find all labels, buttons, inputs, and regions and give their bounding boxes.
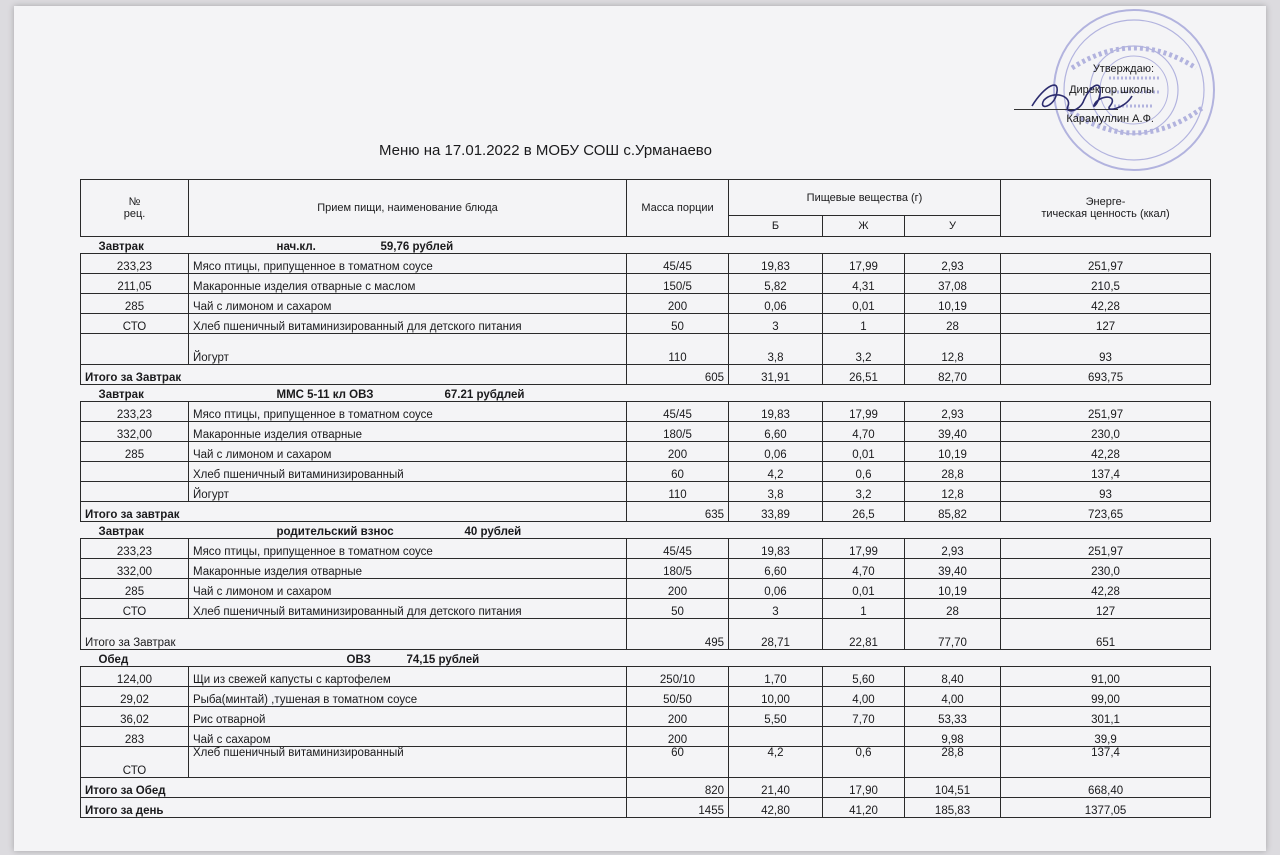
- cell-u: 28,8: [905, 747, 1001, 778]
- col-mass: Масса порции: [627, 180, 729, 237]
- cell-b: 19,83: [729, 402, 823, 422]
- cell-b: 6,60: [729, 559, 823, 579]
- section-meal: Завтрак: [98, 241, 144, 253]
- table-row: [81, 274, 1211, 294]
- cell-u: 39,40: [905, 559, 1001, 579]
- cell-kcal: 230,0: [1001, 422, 1211, 442]
- cell-mass: 50: [627, 314, 729, 334]
- cell-kcal: 42,28: [1001, 579, 1211, 599]
- cell-b: 0,06: [729, 294, 823, 314]
- cell-zh: 3,2: [823, 482, 905, 502]
- col-energy-label2: тическая ценность (ккал): [1041, 208, 1170, 220]
- cell-kcal: 127: [1001, 314, 1211, 334]
- cell-mass: 180/5: [627, 559, 729, 579]
- cell-u: 12,8: [905, 482, 1001, 502]
- menu-document: [14, 6, 1266, 851]
- cell-rec: 233,23: [81, 254, 189, 274]
- cell-kcal: 230,0: [1001, 559, 1211, 579]
- cell-b: [729, 727, 823, 747]
- total-zh: 26,5: [823, 502, 905, 522]
- col-num-label: №: [128, 196, 141, 208]
- table-row: [81, 442, 1211, 462]
- table-row: [81, 687, 1211, 707]
- cell-mass: 180/5: [627, 422, 729, 442]
- total-kcal: 723,65: [1001, 502, 1211, 522]
- cell-name: Мясо птицы, припущенное в томатном соусе: [189, 254, 627, 274]
- section-group: нач.кл.: [276, 241, 316, 253]
- cell-zh: 4,70: [823, 559, 905, 579]
- cell-mass: 200: [627, 707, 729, 727]
- cell-zh: 4,31: [823, 274, 905, 294]
- total-b: 28,71: [729, 619, 823, 650]
- total-kcal: 668,40: [1001, 778, 1211, 798]
- cell-zh: 3,2: [823, 334, 905, 365]
- total-kcal: 651: [1001, 619, 1211, 650]
- total-mass: 820: [627, 778, 729, 798]
- table-row: [81, 294, 1211, 314]
- cell-rec: 285: [81, 294, 189, 314]
- cell-kcal: 99,00: [1001, 687, 1211, 707]
- cell-b: 4,2: [729, 462, 823, 482]
- day-total-label: Итого за день: [81, 798, 627, 818]
- cell-u: 10,19: [905, 294, 1001, 314]
- cell-zh: 7,70: [823, 707, 905, 727]
- cell-rec: СТО: [81, 747, 189, 778]
- cell-kcal: 93: [1001, 482, 1211, 502]
- total-row: [81, 619, 1211, 650]
- cell-kcal: 251,97: [1001, 402, 1211, 422]
- section-header: [81, 522, 1211, 539]
- cell-u: 8,40: [905, 667, 1001, 687]
- table-row: [81, 482, 1211, 502]
- cell-mass: 110: [627, 482, 729, 502]
- cell-rec: 36,02: [81, 707, 189, 727]
- day-total-u: 185,83: [905, 798, 1001, 818]
- cell-rec: 233,23: [81, 402, 189, 422]
- cell-u: 39,40: [905, 422, 1001, 442]
- cell-b: 5,50: [729, 707, 823, 727]
- total-u: 77,70: [905, 619, 1001, 650]
- cell-b: 3,8: [729, 482, 823, 502]
- cell-name: Чай с лимоном и сахаром: [189, 579, 627, 599]
- cell-mass: 45/45: [627, 402, 729, 422]
- cell-zh: 0,01: [823, 579, 905, 599]
- total-u: 85,82: [905, 502, 1001, 522]
- cell-rec: 332,00: [81, 559, 189, 579]
- section-group: родительский взнос: [276, 526, 394, 538]
- cell-kcal: 39,9: [1001, 727, 1211, 747]
- cell-mass: 60: [627, 747, 729, 778]
- cell-b: 5,82: [729, 274, 823, 294]
- total-zh: 22,81: [823, 619, 905, 650]
- cell-b: 1,70: [729, 667, 823, 687]
- table-row: [81, 559, 1211, 579]
- table-row: [81, 402, 1211, 422]
- menu-table: [80, 179, 1211, 818]
- cell-u: 4,00: [905, 687, 1001, 707]
- total-row: [81, 365, 1211, 385]
- cell-rec: 233,23: [81, 539, 189, 559]
- cell-b: 0,06: [729, 442, 823, 462]
- table-row: [81, 599, 1211, 619]
- cell-zh: 1: [823, 314, 905, 334]
- total-mass: 495: [627, 619, 729, 650]
- col-energy-label1: Энерге-: [1085, 196, 1126, 208]
- cell-b: 19,83: [729, 254, 823, 274]
- cell-rec: 211,05: [81, 274, 189, 294]
- cell-u: 10,19: [905, 579, 1001, 599]
- cell-u: 10,19: [905, 442, 1001, 462]
- cell-kcal: 93: [1001, 334, 1211, 365]
- section-group: ОВЗ: [346, 654, 371, 666]
- cell-kcal: 301,1: [1001, 707, 1211, 727]
- day-total-zh: 41,20: [823, 798, 905, 818]
- table-row: [81, 422, 1211, 442]
- cell-name: Чай с сахаром: [189, 727, 627, 747]
- director-signature: [1014, 66, 1154, 126]
- cell-name: Хлеб пшеничный витаминизированный: [189, 747, 627, 778]
- total-label: Итого за завтрак: [81, 502, 627, 522]
- total-label: Итого за Завтрак: [81, 365, 627, 385]
- cell-kcal: 210,5: [1001, 274, 1211, 294]
- cell-kcal: 251,97: [1001, 539, 1211, 559]
- cell-zh: 0,6: [823, 747, 905, 778]
- cell-name: Чай с лимоном и сахаром: [189, 294, 627, 314]
- section-price: 59,76 рублей: [380, 241, 454, 253]
- cell-mass: 110: [627, 334, 729, 365]
- cell-name: Хлеб пшеничный витаминизированный: [189, 462, 627, 482]
- total-u: 104,51: [905, 778, 1001, 798]
- total-b: 21,40: [729, 778, 823, 798]
- total-b: 33,89: [729, 502, 823, 522]
- col-fat: Ж: [823, 216, 905, 237]
- table-row: [81, 747, 1211, 778]
- cell-b: 4,2: [729, 747, 823, 778]
- total-row: [81, 778, 1211, 798]
- col-nutrients: Пищевые вещества (г): [729, 180, 1001, 216]
- col-energy: [1001, 180, 1211, 237]
- cell-mass: 45/45: [627, 254, 729, 274]
- cell-name: Йогурт: [189, 334, 627, 365]
- cell-kcal: 42,28: [1001, 294, 1211, 314]
- table-row: [81, 462, 1211, 482]
- cell-mass: 200: [627, 579, 729, 599]
- cell-zh: 5,60: [823, 667, 905, 687]
- cell-kcal: 137,4: [1001, 462, 1211, 482]
- cell-zh: 0,6: [823, 462, 905, 482]
- cell-zh: 17,99: [823, 539, 905, 559]
- cell-rec: 124,00: [81, 667, 189, 687]
- cell-mass: 200: [627, 294, 729, 314]
- approval-name: Карамуллин А.Ф.: [1066, 113, 1154, 125]
- cell-name: Макаронные изделия отварные: [189, 559, 627, 579]
- cell-mass: 150/5: [627, 274, 729, 294]
- cell-mass: 200: [627, 727, 729, 747]
- cell-b: 10,00: [729, 687, 823, 707]
- cell-name: Хлеб пшеничный витаминизированный для детского питания: [189, 599, 627, 619]
- table-row: [81, 314, 1211, 334]
- table-row: [81, 667, 1211, 687]
- total-kcal: 693,75: [1001, 365, 1211, 385]
- cell-zh: [823, 727, 905, 747]
- cell-name: Хлеб пшеничный витаминизированный для детского питания: [189, 314, 627, 334]
- cell-rec: [81, 462, 189, 482]
- section-price: 74,15 рублей: [406, 654, 480, 666]
- cell-zh: 0,01: [823, 442, 905, 462]
- day-total-mass: 1455: [627, 798, 729, 818]
- cell-b: 0,06: [729, 579, 823, 599]
- cell-u: 28: [905, 599, 1001, 619]
- total-row: [81, 502, 1211, 522]
- cell-u: 2,93: [905, 254, 1001, 274]
- section-group: ММС 5-11 кл ОВЗ: [276, 389, 374, 401]
- total-label: Итого за Обед: [81, 778, 627, 798]
- cell-rec: 285: [81, 579, 189, 599]
- table-row: [81, 707, 1211, 727]
- cell-rec: 29,02: [81, 687, 189, 707]
- table-row: [81, 254, 1211, 274]
- cell-mass: 200: [627, 442, 729, 462]
- day-total-kcal: 1377,05: [1001, 798, 1211, 818]
- cell-u: 12,8: [905, 334, 1001, 365]
- cell-mass: 50: [627, 599, 729, 619]
- total-mass: 605: [627, 365, 729, 385]
- section-meal: Завтрак: [98, 389, 144, 401]
- section-header: [81, 237, 1211, 254]
- day-total-b: 42,80: [729, 798, 823, 818]
- cell-mass: 60: [627, 462, 729, 482]
- total-mass: 635: [627, 502, 729, 522]
- cell-zh: 17,99: [823, 402, 905, 422]
- cell-u: 2,93: [905, 539, 1001, 559]
- cell-name: Мясо птицы, припущенное в томатном соусе: [189, 402, 627, 422]
- section-header: [81, 385, 1211, 402]
- cell-kcal: 91,00: [1001, 667, 1211, 687]
- col-protein: Б: [729, 216, 823, 237]
- cell-kcal: 127: [1001, 599, 1211, 619]
- cell-rec: 283: [81, 727, 189, 747]
- table-row: [81, 334, 1211, 365]
- cell-u: 28,8: [905, 462, 1001, 482]
- cell-mass: 45/45: [627, 539, 729, 559]
- cell-mass: 50/50: [627, 687, 729, 707]
- cell-name: Щи из свежей капусты с картофелем: [189, 667, 627, 687]
- cell-zh: 0,01: [823, 294, 905, 314]
- cell-rec: СТО: [81, 599, 189, 619]
- cell-rec: 332,00: [81, 422, 189, 442]
- total-zh: 26,51: [823, 365, 905, 385]
- approval-line: Утверждаю:: [1092, 63, 1154, 75]
- section-price: 40 рублей: [464, 526, 522, 538]
- section-meal: Завтрак: [98, 526, 144, 538]
- day-total-row: [81, 798, 1211, 818]
- cell-name: Йогурт: [189, 482, 627, 502]
- total-b: 31,91: [729, 365, 823, 385]
- cell-b: 3,8: [729, 334, 823, 365]
- col-recipe-number: [81, 180, 189, 237]
- cell-b: 3: [729, 599, 823, 619]
- col-carbs: У: [905, 216, 1001, 237]
- total-zh: 17,90: [823, 778, 905, 798]
- cell-mass: 250/10: [627, 667, 729, 687]
- cell-zh: 1: [823, 599, 905, 619]
- col-num-label2: рец.: [123, 208, 146, 220]
- cell-u: 37,08: [905, 274, 1001, 294]
- cell-b: 6,60: [729, 422, 823, 442]
- page-title: Меню на 17.01.2022 в МОБУ СОШ с.Урманаево: [379, 142, 712, 159]
- cell-name: Мясо птицы, припущенное в томатном соусе: [189, 539, 627, 559]
- section-price: 67.21 рубдлей: [444, 389, 525, 401]
- cell-b: 19,83: [729, 539, 823, 559]
- col-dish: Прием пищи, наименование блюда: [189, 180, 627, 237]
- cell-kcal: 251,97: [1001, 254, 1211, 274]
- cell-u: 2,93: [905, 402, 1001, 422]
- cell-rec: 285: [81, 442, 189, 462]
- cell-name: Чай с лимоном и сахаром: [189, 442, 627, 462]
- section-header: [81, 650, 1211, 667]
- section-meal: Обед: [98, 654, 129, 666]
- cell-kcal: 42,28: [1001, 442, 1211, 462]
- table-row: [81, 539, 1211, 559]
- total-label: Итого за Завтрак: [81, 619, 627, 650]
- table-row: [81, 579, 1211, 599]
- cell-kcal: 137,4: [1001, 747, 1211, 778]
- cell-zh: 4,70: [823, 422, 905, 442]
- table-row: [81, 727, 1211, 747]
- cell-u: 53,33: [905, 707, 1001, 727]
- cell-name: Макаронные изделия отварные с маслом: [189, 274, 627, 294]
- cell-u: 28: [905, 314, 1001, 334]
- cell-rec: СТО: [81, 314, 189, 334]
- cell-u: 9,98: [905, 727, 1001, 747]
- approval-position: Директор школы: [1069, 84, 1154, 96]
- cell-name: Макаронные изделия отварные: [189, 422, 627, 442]
- cell-rec: [81, 334, 189, 365]
- cell-zh: 4,00: [823, 687, 905, 707]
- total-u: 82,70: [905, 365, 1001, 385]
- cell-name: Рис отварной: [189, 707, 627, 727]
- cell-rec: [81, 482, 189, 502]
- cell-b: 3: [729, 314, 823, 334]
- cell-zh: 17,99: [823, 254, 905, 274]
- cell-name: Рыба(минтай) ,тушеная в томатном соусе: [189, 687, 627, 707]
